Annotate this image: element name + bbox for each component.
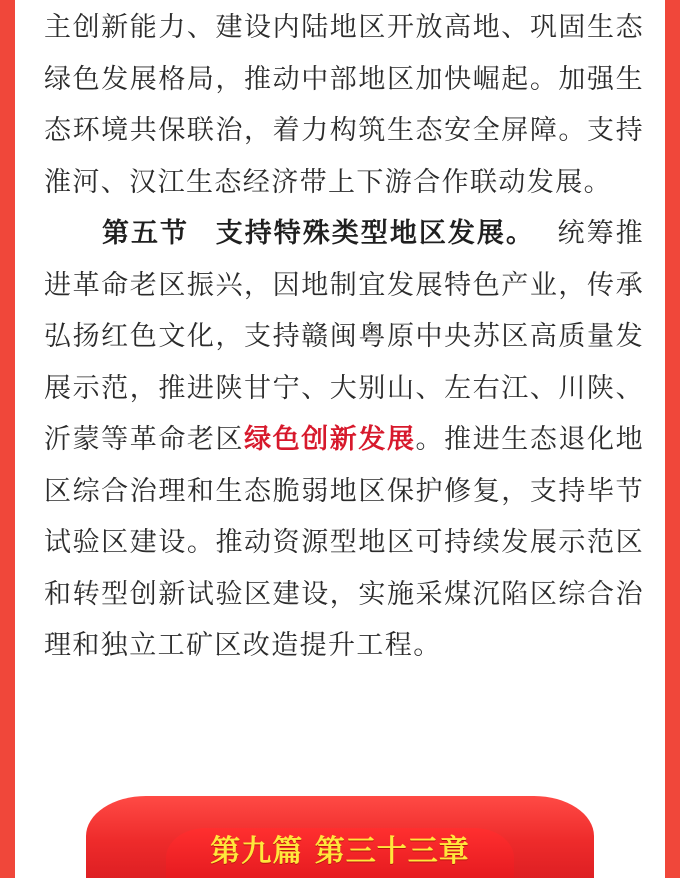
section-text-before: 统筹推进革命老区振兴，因地制宜发展特色产业，传承弘扬红色文化，支持赣闽粤原中央苏区高质量发展示范，推进陕甘宁、大别山、左右江、川陕、沂蒙等革命老区 <box>44 218 645 455</box>
chapter-banner <box>86 796 594 878</box>
banner-title: 第九篇 第三十三章 <box>210 834 470 869</box>
article-body <box>44 2 644 672</box>
section-title: 支持特殊类型地区发展。 <box>215 218 535 249</box>
section-heading <box>44 218 535 249</box>
paragraph-continued: 主创新能力、建设内陆地区开放高地、巩固生态绿色发展格局，推动中部地区加快崛起。加强生态环境共保联治，着力构筑生态安全屏障。支持淮河、汉江生态经济带上下游合作联动发展。 <box>44 12 644 198</box>
right-red-border <box>665 0 680 878</box>
section-text-after: 。推进生态退化地区综合治理和生态脆弱地区保护修复，支持毕节试验区建设。推动资源型地区可持续发展示范区和转型创新试验区建设，实施采煤沉陷区综合治理和独立工矿区改造提升工程。 <box>44 424 644 661</box>
paragraph-section-five <box>44 208 644 672</box>
section-number: 第五节 <box>102 218 190 249</box>
left-red-border <box>0 0 15 878</box>
highlighted-phrase: 绿色创新发展 <box>244 424 416 455</box>
